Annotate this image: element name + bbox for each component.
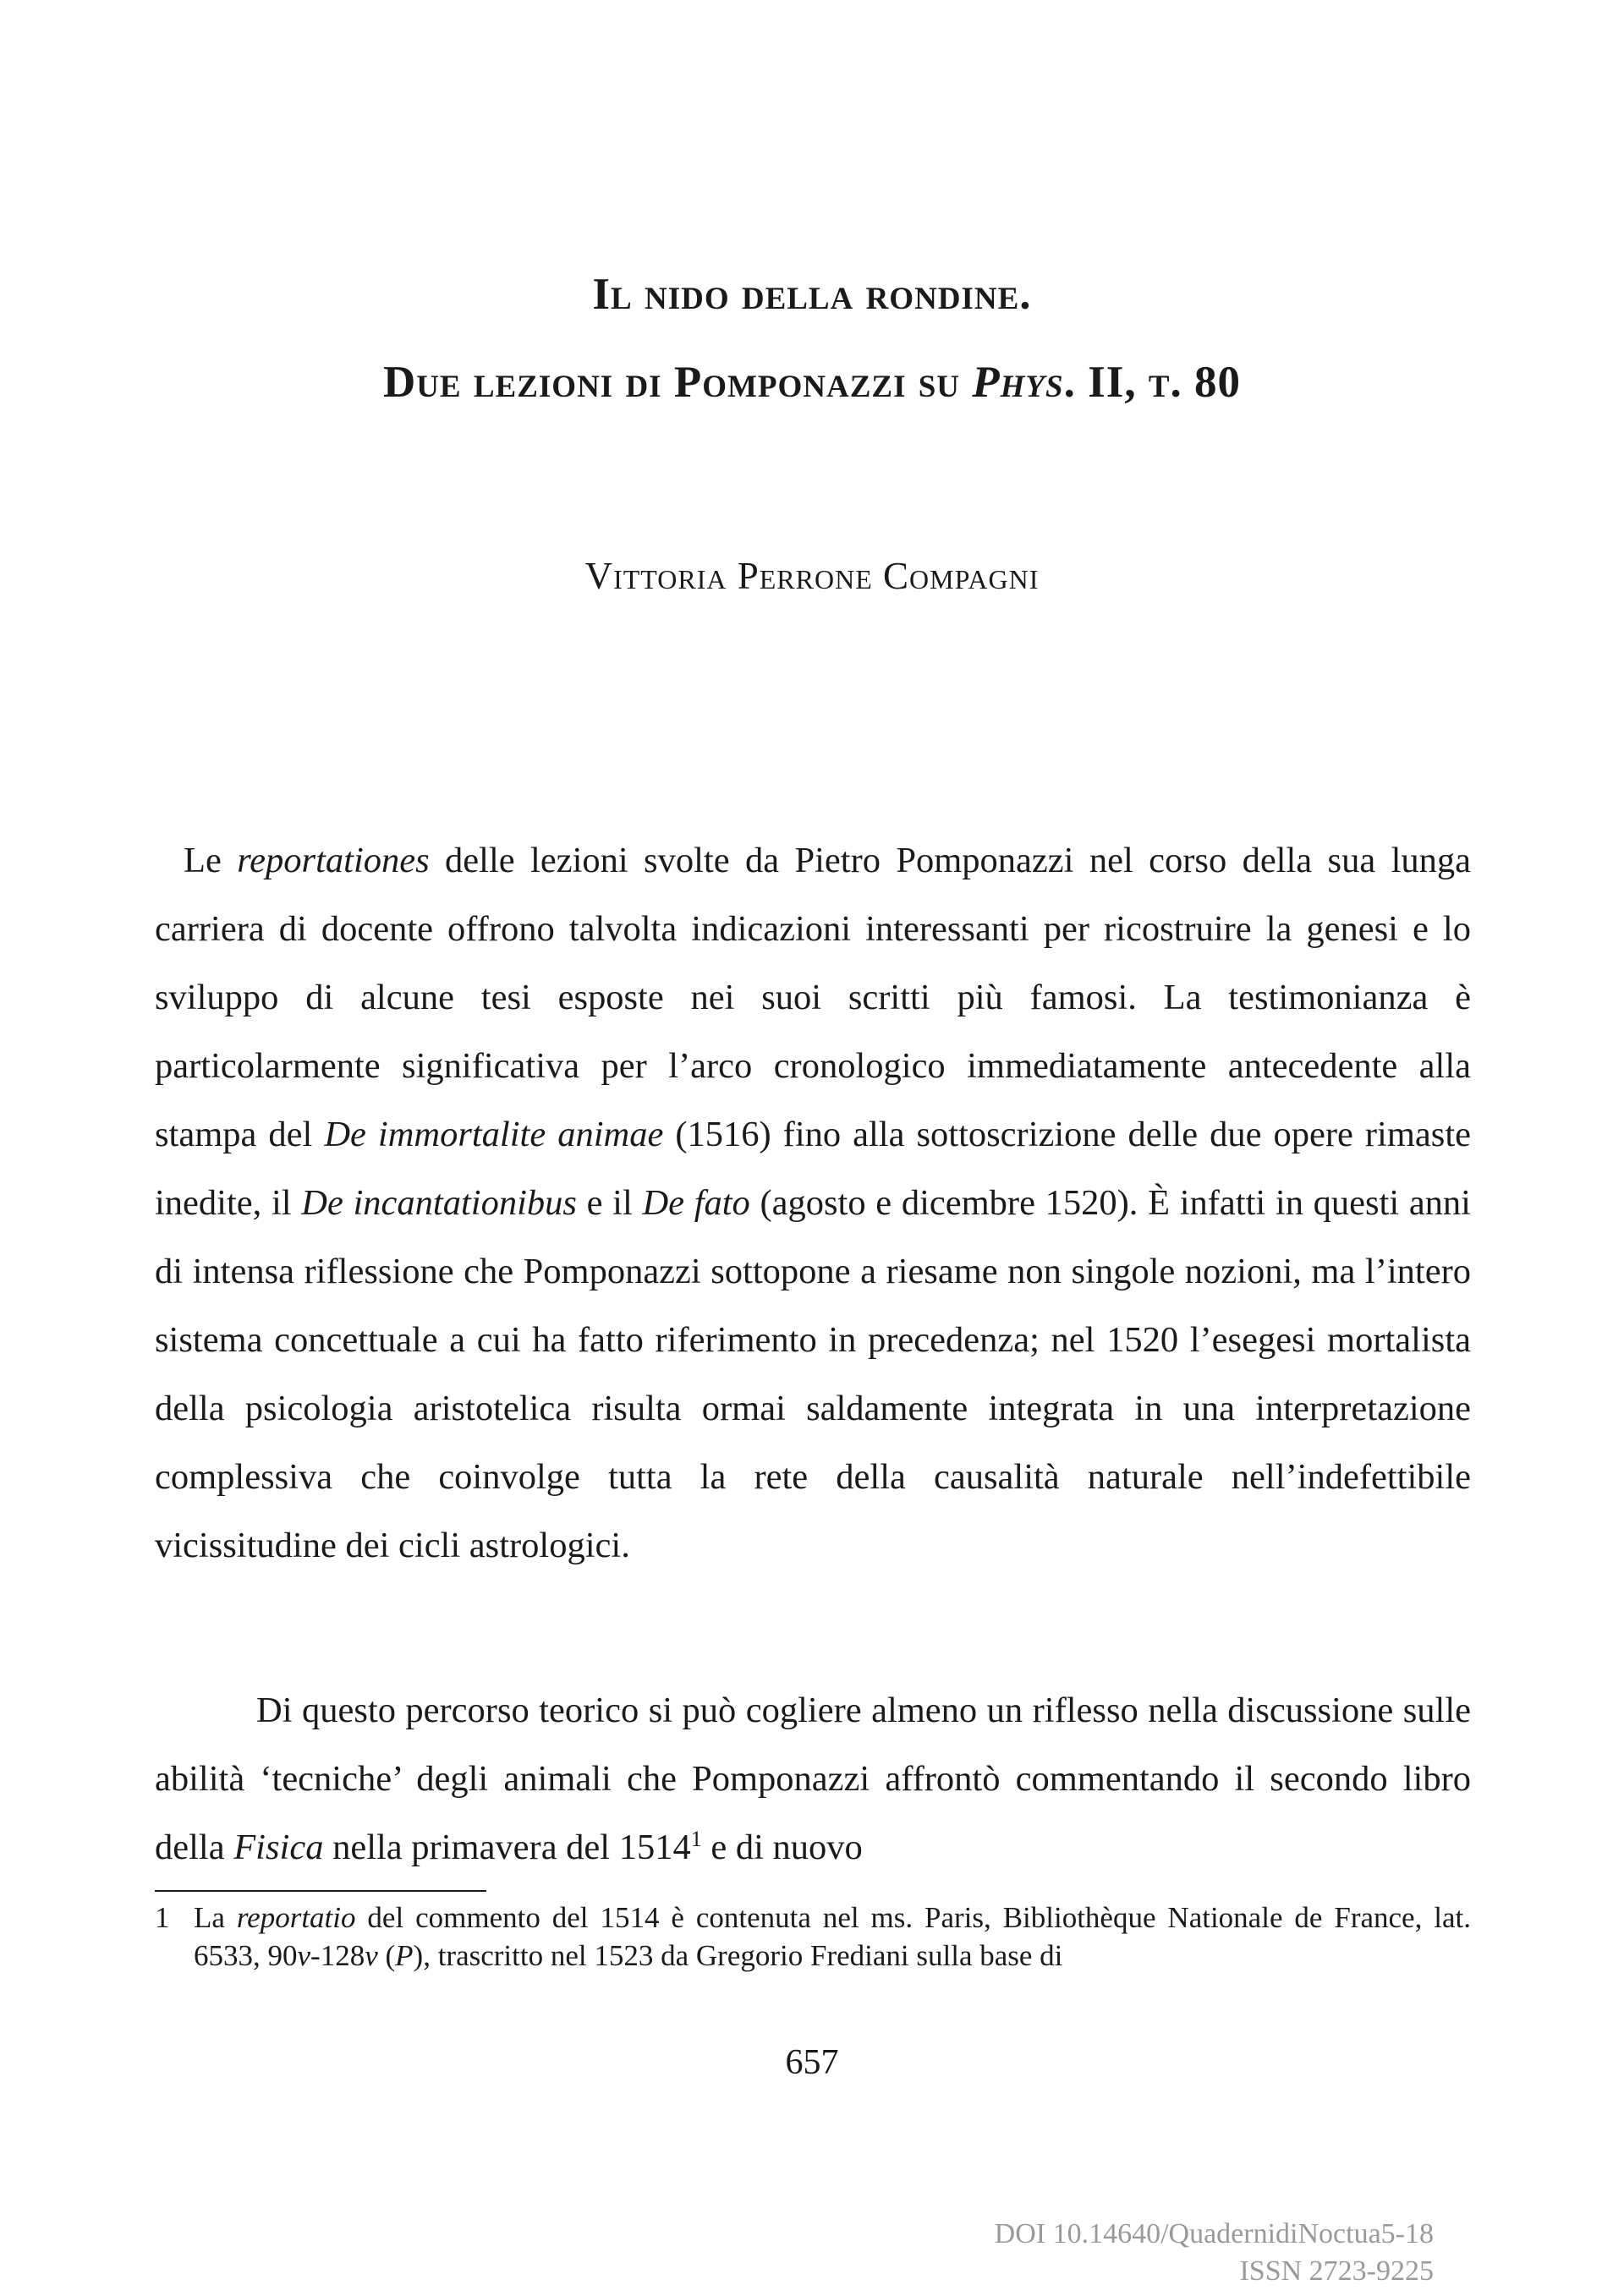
issn-text: ISSN 2723-9225 (1239, 2255, 1434, 2287)
footnote-separator (155, 1890, 486, 1892)
doi-block (995, 2216, 1434, 2290)
paragraph-text: nella primavera del 1514 (323, 1827, 691, 1867)
footnote-number: 1 (155, 1901, 170, 1934)
italic-letter: v (365, 1939, 378, 1972)
footnote-reference[interactable]: 1 (690, 1826, 702, 1851)
title-text: Due lezioni di Pomponazzi su (382, 358, 973, 407)
paragraph-text: (1516) fino alla sottoscrizione delle due opere rimaste inedite, il (155, 1115, 1471, 1223)
italic-title: De immortalite animae (324, 1115, 664, 1154)
italic-term: reportatio (236, 1901, 356, 1934)
italic-title: De incantationibus (301, 1183, 577, 1223)
doi-link[interactable]: DOI 10.14640/QuadernidiNoctua5-18 (994, 2218, 1434, 2249)
author-name: Vittoria Perrone Compagni (584, 555, 1040, 597)
body-paragraph-2 (155, 1676, 1471, 1882)
article-title-line-1: Il nido della rondine. (592, 270, 1032, 319)
italic-term: reportationes (237, 841, 430, 880)
footnote-text: La (194, 1901, 237, 1934)
footnote-text: del commento del 1514 è contenuta nel ms. Paris, Bibliothèque Nationale de France, lat. 6533, 90 (194, 1901, 1471, 1972)
italic-title: De fato (642, 1183, 750, 1223)
italic-siglum: P (395, 1939, 414, 1972)
page-number: 657 (785, 2043, 839, 2082)
paragraph-text: Di questo percorso teorico si può cogliere almeno un riflesso nella discussione sulle abilità ‘tecniche’ degli animali che Pomponazzi affrontò commentando il secondo libro della (155, 1690, 1471, 1867)
italic-letter: v (297, 1939, 311, 1972)
footnote-1 (155, 1899, 1471, 1975)
paragraph-text: e il (576, 1183, 643, 1223)
footnote-text: ), trascritto nel 1523 da Gregorio Frediani sulla base di (413, 1939, 1063, 1972)
title-text-suffix: . II, t. 80 (1063, 358, 1242, 407)
italic-title: Fisica (233, 1827, 324, 1867)
paragraph-text: (agosto e dicembre 1520). È infatti in questi anni di intensa riflessione che Pomponazzi sottopone a riesame non singole nozioni, ma l’intero sistema concettuale a cui ha fatto riferimento in precedenza; nel 1520 l’esegesi mortalista della psicologia aristotelica risulta ormai saldamente integrata in una interpretazione complessiva che coinvolge tutta la rete della causalità naturale nell’indefettibile vicissitudine dei cicli astrologici. (155, 1183, 1471, 1565)
paragraph-text: delle lezioni svolte da Pietro Pomponazzi nel corso della sua lunga carriera di docente offrono talvolta indicazioni interessanti per ricostruire la genesi e lo sviluppo di alcune tesi esposte nei suoi scritti più famosi. La testimonianza è particolarmente significativa per l’arco cronologico immediatamente antecedente alla stampa del (155, 841, 1471, 1154)
paragraph-text: e di nuovo (701, 1827, 863, 1867)
footnote-text: -128 (310, 1939, 365, 1972)
article-title-line-2 (0, 357, 1624, 408)
body-paragraph-1 (155, 826, 1471, 1580)
title-italic-phys: Phys (972, 358, 1064, 407)
footnote-text: ( (377, 1939, 396, 1972)
paragraph-text: Le (184, 841, 238, 880)
